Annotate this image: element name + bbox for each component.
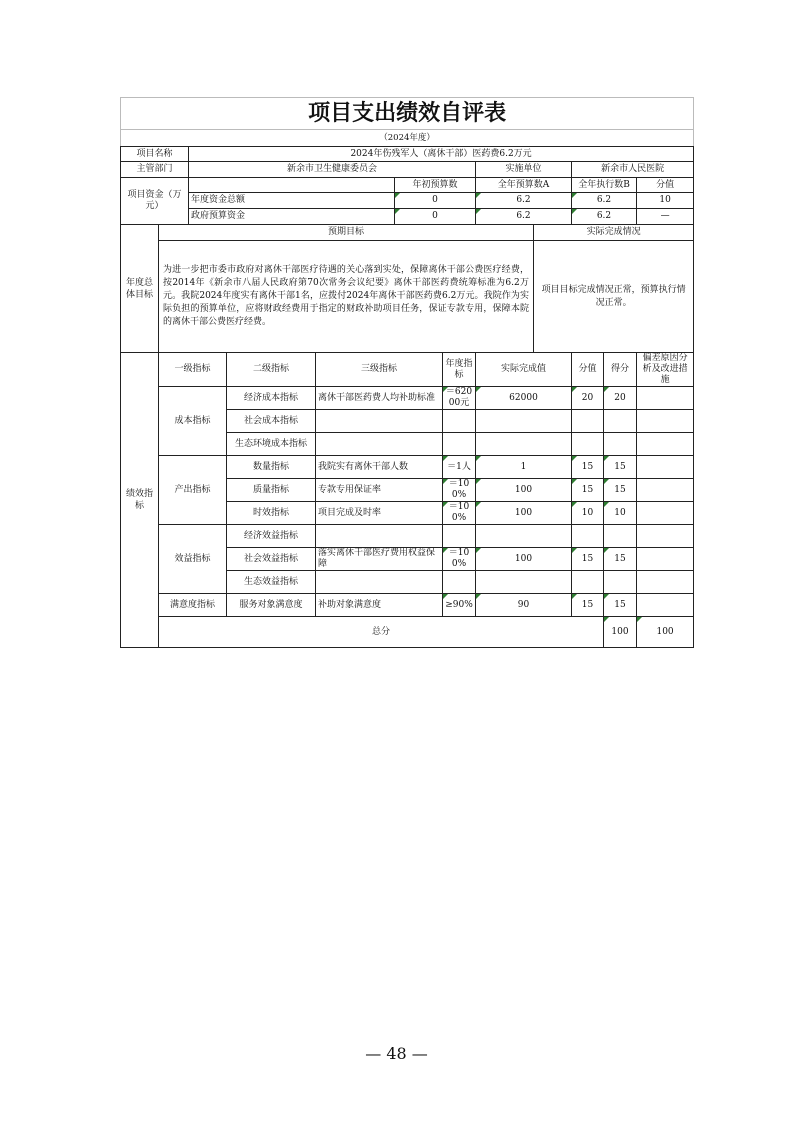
funds-header: 年初预算数	[395, 178, 476, 193]
level3-indicator: 离休干部医药费人均补助标准	[316, 387, 443, 410]
table-title: 项目支出绩效自评表	[121, 98, 694, 130]
annual-target: ＝100%	[443, 479, 476, 502]
level2-indicator: 经济成本指标	[227, 387, 316, 410]
deviation-note	[637, 502, 694, 525]
score	[604, 410, 637, 433]
level3-indicator: 项目完成及时率	[316, 502, 443, 525]
deviation-note	[637, 594, 694, 617]
dept-value: 新余市卫生健康委员会	[189, 162, 476, 178]
funds-cell: 6.2	[572, 193, 637, 209]
total-score: 100	[637, 617, 694, 648]
dept-label: 主管部门	[121, 162, 189, 178]
score-max: 15	[572, 594, 604, 617]
actual-value: 100	[476, 548, 572, 571]
level2-indicator: 生态环境成本指标	[227, 433, 316, 456]
indicator-header: 得分	[604, 353, 637, 387]
score-max	[572, 410, 604, 433]
indicator-header: 实际完成值	[476, 353, 572, 387]
actual-value: 100	[476, 479, 572, 502]
level3-indicator	[316, 410, 443, 433]
level3-indicator	[316, 525, 443, 548]
level2-indicator: 数量指标	[227, 456, 316, 479]
actual-value	[476, 525, 572, 548]
funds-header-blank	[189, 178, 395, 193]
annual-target	[443, 410, 476, 433]
funds-header: 全年执行数B	[572, 178, 637, 193]
level3-indicator	[316, 571, 443, 594]
actual-value: 90	[476, 594, 572, 617]
expected-goals-text: 为进一步把市委市政府对离休干部医疗待遇的关心落到实处，保障离休干部公费医疗经费，按2014年《新余市八届人民政府第70次常务会议纪要》离休干部医药费统筹标准为6.2万元。我院2024年度实有离休干部1名，应拨付2024年离休干部医药费6.2万元。我院作为实际负担的预算单位，应将财政经费用于指定的财政补助项目任务，保证专款专用，保障本院的离休干部公费医疗经费。	[159, 241, 534, 353]
funds-header: 分值	[637, 178, 694, 193]
level2-indicator: 时效指标	[227, 502, 316, 525]
funds-cell: 0	[395, 209, 476, 225]
annual-target: ＝62000元	[443, 387, 476, 410]
level3-indicator: 专款专用保证率	[316, 479, 443, 502]
expected-goals-header: 预期目标	[159, 225, 534, 241]
score-max: 15	[572, 456, 604, 479]
score-max	[572, 433, 604, 456]
score: 15	[604, 548, 637, 571]
deviation-note	[637, 548, 694, 571]
actual-status-text: 项目目标完成情况正常，预算执行情况正常。	[534, 241, 694, 353]
performance-table	[120, 97, 688, 648]
impl-unit-value: 新余市人民医院	[572, 162, 694, 178]
level1-indicator: 效益指标	[159, 525, 227, 594]
total-score-max: 100	[604, 617, 637, 648]
score	[604, 433, 637, 456]
level3-indicator: 落实离休干部医疗费用权益保障	[316, 548, 443, 571]
score	[604, 525, 637, 548]
actual-value	[476, 571, 572, 594]
deviation-note	[637, 571, 694, 594]
indicators-label: 绩效指标	[121, 353, 159, 648]
score: 20	[604, 387, 637, 410]
annual-target	[443, 433, 476, 456]
deviation-note	[637, 410, 694, 433]
level1-indicator: 产出指标	[159, 456, 227, 525]
deviation-note	[637, 456, 694, 479]
score-max: 15	[572, 548, 604, 571]
deviation-note	[637, 479, 694, 502]
project-name-value: 2024年伤残军人（离休干部）医药费6.2万元	[189, 147, 694, 162]
score-max	[572, 525, 604, 548]
funds-cell: 6.2	[572, 209, 637, 225]
score	[604, 571, 637, 594]
funds-header: 全年预算数A	[476, 178, 572, 193]
score: 15	[604, 456, 637, 479]
score-max	[572, 571, 604, 594]
funds-row-name: 年度资金总额	[189, 193, 395, 209]
actual-value: 100	[476, 502, 572, 525]
annual-target: ＝1人	[443, 456, 476, 479]
indicator-header: 三级指标	[316, 353, 443, 387]
score: 10	[604, 502, 637, 525]
funds-cell: 0	[395, 193, 476, 209]
funds-cell: —	[637, 209, 694, 225]
deviation-note	[637, 387, 694, 410]
actual-value: 1	[476, 456, 572, 479]
score: 15	[604, 594, 637, 617]
total-label: 总分	[159, 617, 604, 648]
annual-target	[443, 525, 476, 548]
level2-indicator: 服务对象满意度	[227, 594, 316, 617]
score-max: 10	[572, 502, 604, 525]
deviation-note	[637, 525, 694, 548]
annual-target: ＝100%	[443, 502, 476, 525]
level2-indicator: 社会成本指标	[227, 410, 316, 433]
level2-indicator: 质量指标	[227, 479, 316, 502]
goals-label: 年度总体目标	[121, 225, 159, 353]
funds-cell: 6.2	[476, 209, 572, 225]
score: 15	[604, 479, 637, 502]
deviation-note	[637, 433, 694, 456]
level2-indicator: 经济效益指标	[227, 525, 316, 548]
indicator-header: 年度指标	[443, 353, 476, 387]
funds-cell: 10	[637, 193, 694, 209]
level2-indicator: 社会效益指标	[227, 548, 316, 571]
annual-target: ≥90%	[443, 594, 476, 617]
annual-target	[443, 571, 476, 594]
score-max: 20	[572, 387, 604, 410]
actual-value: 62000	[476, 387, 572, 410]
funds-label: 项目资金（万元）	[121, 178, 189, 225]
score-max: 15	[572, 479, 604, 502]
level3-indicator: 我院实有离休干部人数	[316, 456, 443, 479]
level3-indicator	[316, 433, 443, 456]
level3-indicator: 补助对象满意度	[316, 594, 443, 617]
funds-row-name: 政府预算资金	[189, 209, 395, 225]
actual-status-header: 实际完成情况	[534, 225, 694, 241]
actual-value	[476, 410, 572, 433]
indicator-header: 一级指标	[159, 353, 227, 387]
indicator-header: 偏差原因分析及改进措施	[637, 353, 694, 387]
indicator-header: 分值	[572, 353, 604, 387]
indicator-header: 二级指标	[227, 353, 316, 387]
level1-indicator: 成本指标	[159, 387, 227, 456]
impl-unit-label: 实施单位	[476, 162, 572, 178]
actual-value	[476, 433, 572, 456]
annual-target: ＝100%	[443, 548, 476, 571]
level1-indicator: 满意度指标	[159, 594, 227, 617]
funds-cell: 6.2	[476, 193, 572, 209]
page-number: — 48 —	[365, 1044, 428, 1063]
level2-indicator: 生态效益指标	[227, 571, 316, 594]
project-name-label: 项目名称	[121, 147, 189, 162]
year-label: （2024年度）	[121, 130, 694, 147]
